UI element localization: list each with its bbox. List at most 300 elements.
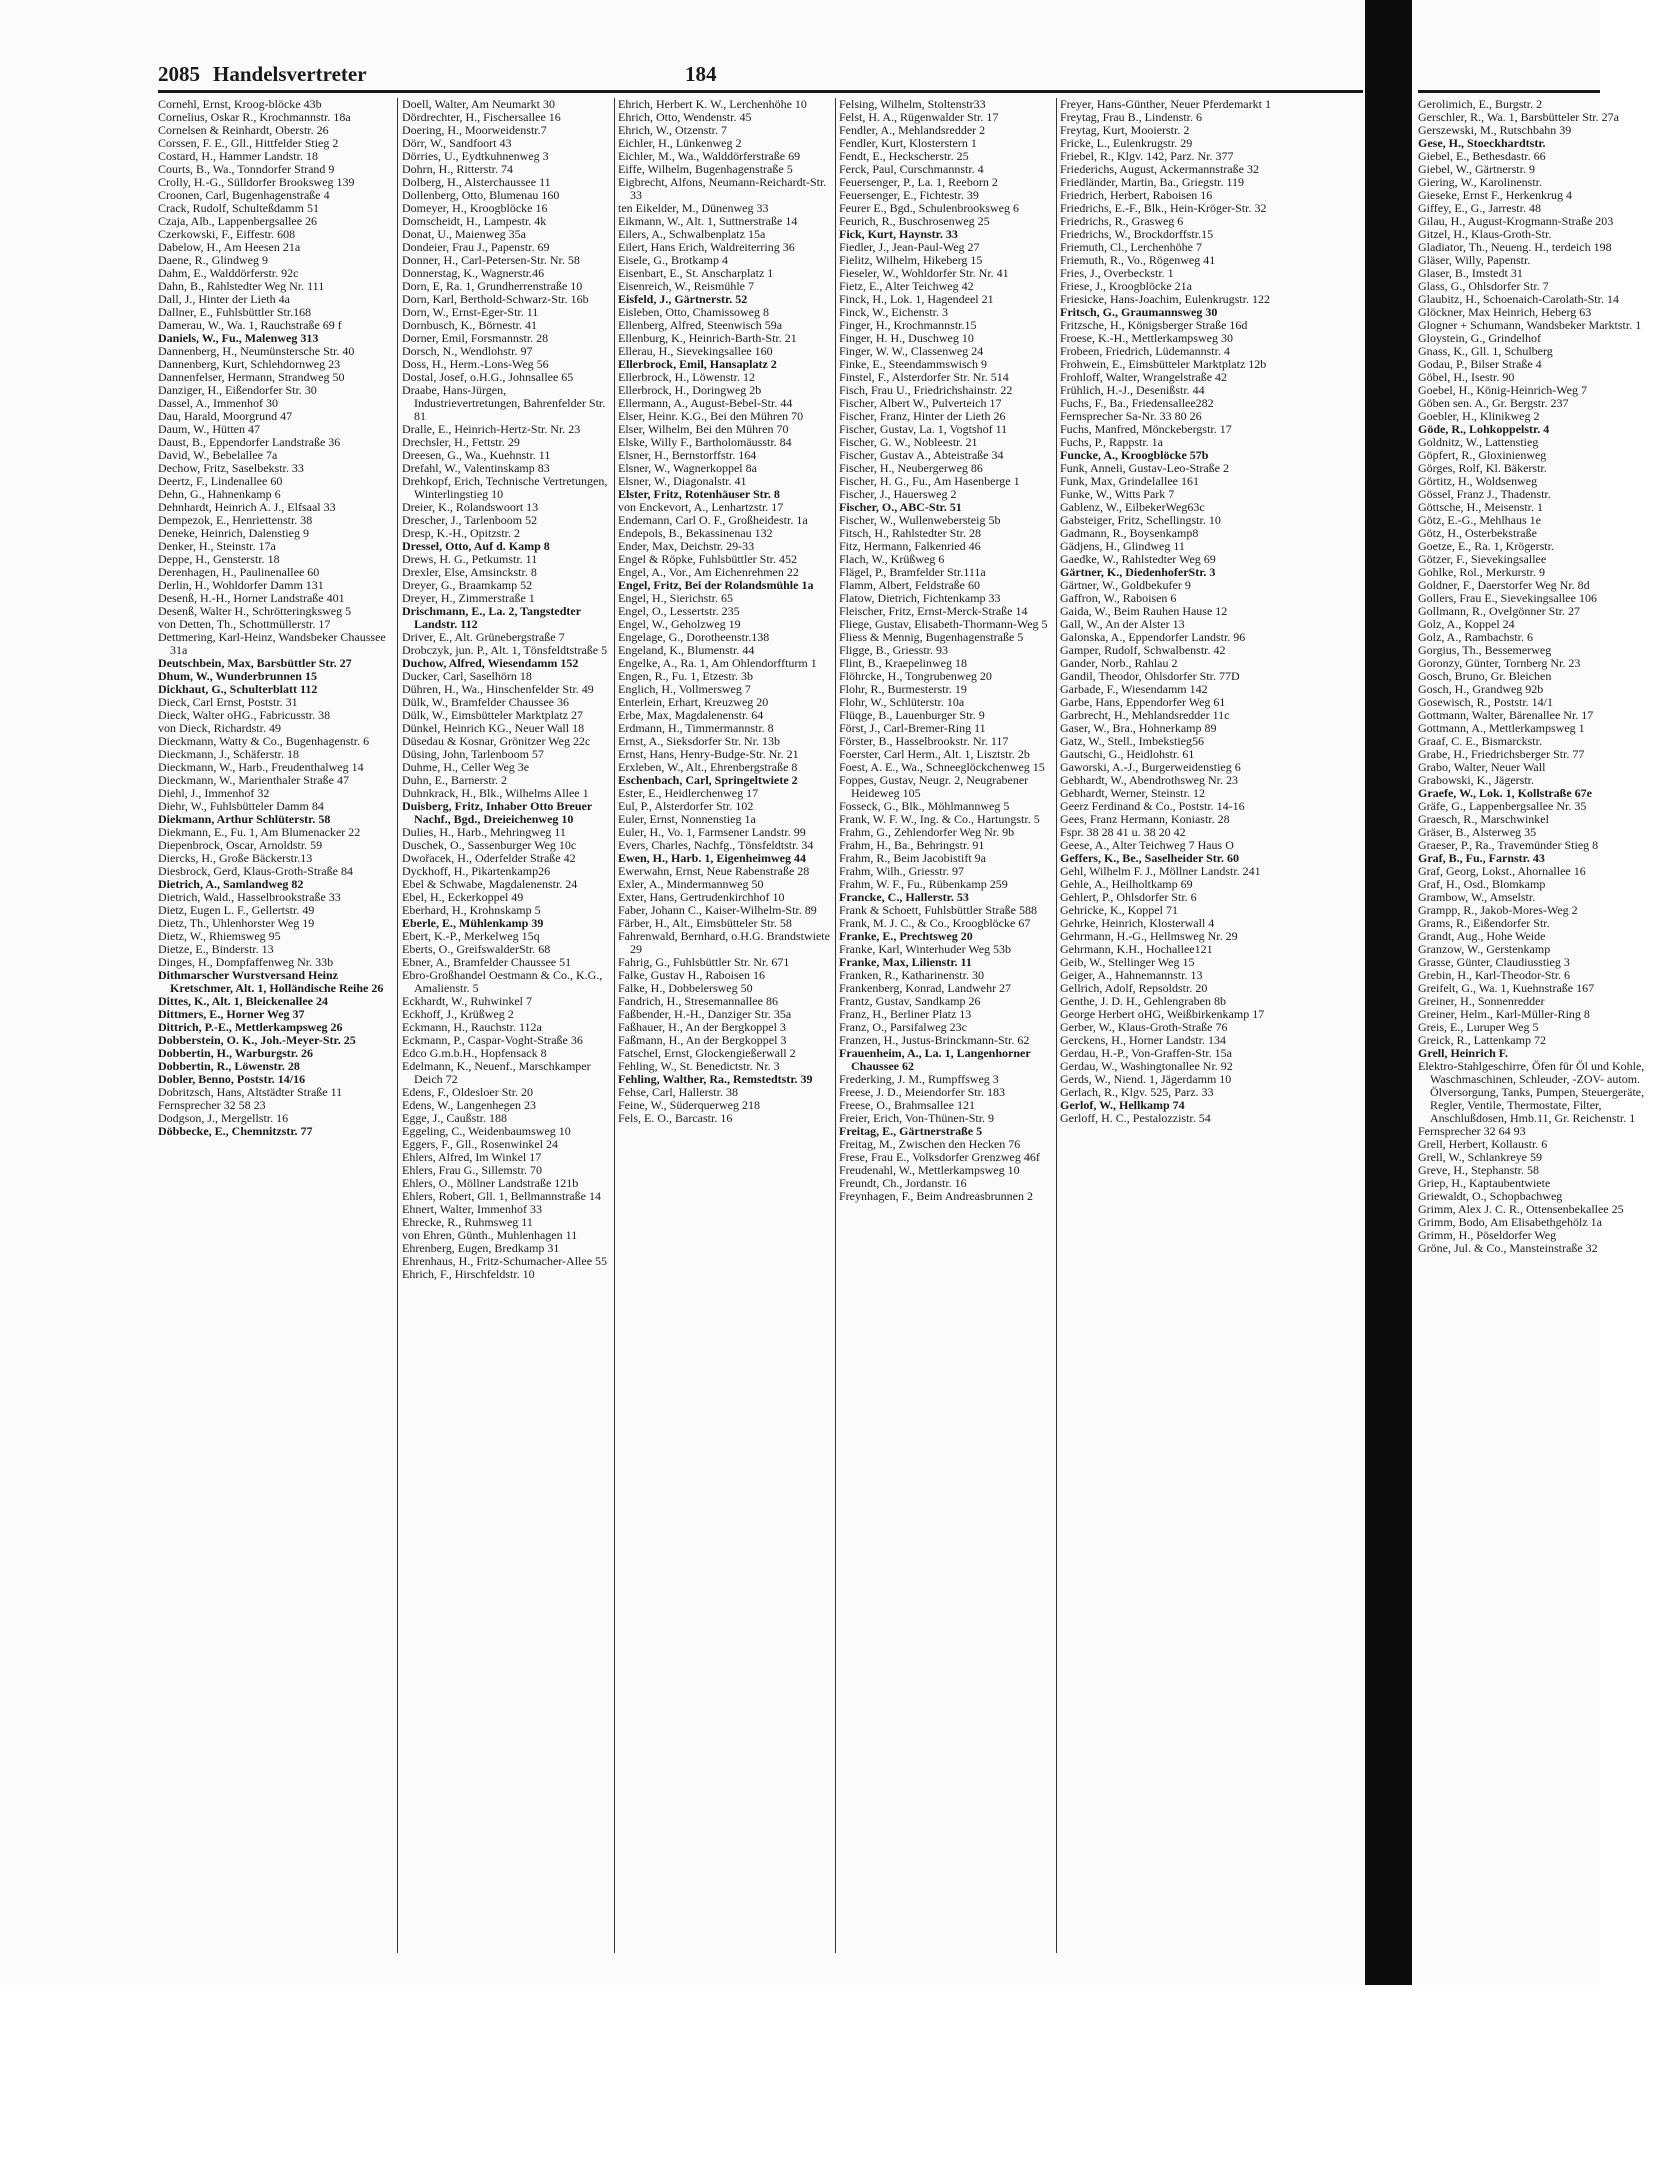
- directory-entry: Gablenz, W., EilbekerWeg63c: [1060, 500, 1205, 514]
- directory-entry: Diesbrock, Gerd, Klaus-Groth-Straße 84: [158, 864, 353, 878]
- directory-entry: Croonen, Carl, Bugenhagenstraße 4: [158, 188, 330, 202]
- directory-entry: Elsner, W., Diagonalstr. 41: [618, 474, 747, 488]
- directory-entry: Duhme, H., Celler Weg 3e: [402, 760, 530, 774]
- directory-entry: Engeland, K., Blumenstr. 44: [618, 643, 755, 657]
- directory-entry: Ehrich, W., Otzenstr. 7: [618, 123, 727, 137]
- directory-entry: von Enckevort, A., Lenhartzstr. 17: [618, 500, 784, 514]
- directory-entry: Fritzsche, H., Königsberger Straße 16d: [1060, 318, 1248, 332]
- directory-entry: Daust, B., Eppendorfer Landstraße 36: [158, 435, 341, 449]
- directory-entry: Gese, H., Stoeckhardtstr.: [1418, 136, 1546, 150]
- directory-entry: Döbbecke, E., Chemnitzstr. 77: [158, 1124, 313, 1138]
- directory-entry: Gehrmann, H.-G., Hellmsweg Nr. 29: [1060, 929, 1238, 943]
- directory-entry: Funcke, A., Kroogblöcke 57b: [1060, 448, 1209, 462]
- directory-entry: Doell, Walter, Am Neumarkt 30: [402, 97, 555, 111]
- directory-entry: Flach, W., Krüßweg 6: [839, 552, 945, 566]
- directory-entry: Grampp, R., Jakob-Mores-Weg 2: [1418, 903, 1578, 917]
- directory-entry: Duschek, O., Sassenburger Weg 10c: [402, 838, 577, 852]
- directory-entry: Freyer, Hans-Günther, Neuer Pferdemarkt 1: [1060, 97, 1271, 111]
- directory-entry: Foerster, Carl Herm., Alt. 1, Lisztstr. 2b: [839, 747, 1030, 761]
- directory-entry: Giebel, W., Gärtnerstr. 9: [1418, 162, 1535, 176]
- directory-entry: Dietz, Eugen L. F., Gellertstr. 49: [158, 903, 315, 917]
- directory-entry: Ehlers, O., Möllner Landstraße 121b: [402, 1176, 579, 1190]
- column-divider: [1056, 98, 1057, 1953]
- directory-entry: Dobritzsch, Hans, Altstädter Straße 11: [158, 1085, 343, 1099]
- directory-entry: Fleischer, Fritz, Ernst-Merck-Straße 14: [839, 604, 1028, 618]
- directory-entry: Dempezok, E., Henriettenstr. 38: [158, 513, 313, 527]
- directory-entry: Götzer, F., Sievekingsallee: [1418, 552, 1547, 566]
- directory-entry: Dülk, W., Eimsbütteler Marktplatz 27: [402, 708, 583, 722]
- directory-entry: Godau, P., Bilser Straße 4: [1418, 357, 1542, 371]
- directory-entry: Golz, A., Koppel 24: [1418, 617, 1515, 631]
- directory-entry: Fischer, J., Hauersweg 2: [839, 487, 957, 501]
- directory-entry: Fischer, O., ABC-Str. 51: [839, 500, 962, 514]
- directory-entry: Freitag, E., Gärtnerstraße 5: [839, 1124, 983, 1138]
- directory-entry: Finke, E., Steendammswisch 9: [839, 357, 987, 371]
- directory-entry: Göttsche, H., Meisenstr. 1: [1418, 500, 1543, 514]
- directory-entry: Exler, A., Mindermannweg 50: [618, 877, 764, 891]
- directory-entry: Drews, H. G., Petkumstr. 11: [402, 552, 538, 566]
- directory-entry: Goetze, E., Ra. 1, Krögerstr.: [1418, 539, 1554, 553]
- directory-entry: Duchow, Alfred, Wiesendamm 152: [402, 656, 579, 670]
- directory-entry: Eisleben, Otto, Chamissoweg 8: [618, 305, 769, 319]
- directory-entry: Frahm, W. F., Fu., Rübenkamp 259: [839, 877, 1008, 891]
- directory-entry: Giering, W., Karolinenstr.: [1418, 175, 1542, 189]
- directory-entry: Eisenbart, E., St. Anscharplatz 1: [618, 266, 774, 280]
- directory-entry: Frese, Frau E., Volksdorfer Grenzweg 46f: [839, 1150, 1040, 1164]
- directory-entry: Dietz, Th., Uhlenhorster Weg 19: [158, 916, 315, 930]
- directory-entry: Dulies, H., Harb., Mehringweg 11: [402, 825, 566, 839]
- directory-entry: Elser, Wilhelm, Bei den Mühren 70: [618, 422, 789, 436]
- directory-entry: Greis, E., Luruper Weg 5: [1418, 1020, 1539, 1034]
- directory-entry: Graf, H., Osd., Blomkamp: [1418, 877, 1546, 891]
- directory-entry: Eul, P., Alsterdorfer Str. 102: [618, 799, 754, 813]
- directory-entry: Desenß, H.-H., Horner Landstraße 401: [158, 591, 345, 605]
- directory-entry: Gladiator, Th., Neueng. H., terdeich 198: [1418, 240, 1612, 254]
- directory-entry: Freynhagen, F., Beim Andreasbrunnen 2: [839, 1189, 1034, 1203]
- directory-entry: Graeser, P., Ra., Travemünder Stieg 8: [1418, 838, 1599, 852]
- directory-entry: Frahm, Wilh., Griesstr. 97: [839, 864, 964, 878]
- directory-entry: Fendt, E., Heckscherstr. 25: [839, 149, 969, 163]
- directory-entry: Frank, W. F. W., Ing. & Co., Hartungstr. 5: [839, 812, 1040, 826]
- directory-entry: Eilert, Hans Erich, Waldreiterring 36: [618, 240, 795, 254]
- directory-entry: Funk, Anneli, Gustav-Leo-Straße 2: [1060, 461, 1229, 475]
- directory-entry: Corssen, F. E., Gll., Hittfelder Stieg 2: [158, 136, 339, 150]
- directory-entry: Daniels, W., Fu., Malenweg 313: [158, 331, 319, 345]
- directory-entry: Evers, Charles, Nachfg., Tönsfeldtstr. 34: [618, 838, 814, 852]
- directory-entry: Fischer, W., Wullenwebersteig 5b: [839, 513, 1001, 527]
- directory-entry: Dobberstein, O. K., Joh.-Meyer-Str. 25: [158, 1033, 356, 1047]
- directory-entry: Crolly, H.-G., Sülldorfer Brooksweg 139: [158, 175, 355, 189]
- directory-entry: Friemuth, R., Vo., Rögenweg 41: [1060, 253, 1216, 267]
- column-divider: [397, 98, 398, 1953]
- directory-entry: Gloystein, G., Grindelhof: [1418, 331, 1541, 345]
- directory-entry: Friebel, R., Klgv. 142, Parz. Nr. 377: [1060, 149, 1234, 163]
- header-rule: [158, 90, 1363, 93]
- directory-entry: Dithmarscher Wurstversand Heinz Kretschmer, Alt. 1, Holländische Reihe 26: [158, 968, 384, 995]
- column-divider: [614, 98, 615, 1953]
- directory-entry: Duisberg, Fritz, Inhaber Otto Breuer Nachf., Bgd., Dreieichenweg 10: [402, 799, 592, 826]
- directory-entry: Flüqge, B., Lauenburger Str. 9: [839, 708, 985, 722]
- directory-entry: Frahm, R., Beim Jacobistift 9a: [839, 851, 986, 865]
- directory-entry: Enterlein, Erhart, Kreuzweg 20: [618, 695, 769, 709]
- directory-entry: Frank, M. J. C., & Co., Kroogblöcke 67: [839, 916, 1031, 930]
- directory-entry: Frobeen, Friedrich, Lüdemannstr. 4: [1060, 344, 1230, 358]
- directory-entry: Ellermann, A., August-Bebel-Str. 44: [618, 396, 793, 410]
- directory-entry: Ehrenberg, Eugen, Bredkamp 31: [402, 1241, 560, 1255]
- directory-entry: Eichler, M., Wa., Walddörferstraße 69: [618, 149, 801, 163]
- directory-entry: Fernsprecher Sa-Nr. 33 80 26: [1060, 409, 1202, 423]
- directory-entry: Donnerstag, K., Wagnerstr.46: [402, 266, 545, 280]
- directory-entry: Frank & Schoett, Fuhlsbüttler Straße 588: [839, 903, 1037, 917]
- directory-entry: Fernsprecher 32 64 93: [1418, 1124, 1526, 1138]
- directory-entry: Grabowski, K., Jägerstr.: [1418, 773, 1534, 787]
- directory-entry: Grimm, Bodo, Am Elisabethgehölz 1a: [1418, 1215, 1602, 1229]
- directory-entry: Giffey, E., G., Jarrestr. 48: [1418, 201, 1541, 215]
- directory-entry: Dittmers, E., Horner Weg 37: [158, 1007, 305, 1021]
- directory-entry: Grabo, Walter, Neuer Wall: [1418, 760, 1546, 774]
- directory-entry: Grimm, Alex J. C. R., Ottensenbekallee 25: [1418, 1202, 1624, 1216]
- directory-entry: Czerkowski, F., Eiffestr. 608: [158, 227, 296, 241]
- directory-entry: Eisenreich, W., Reismühle 7: [618, 279, 754, 293]
- directory-entry: Dau, Harald, Moorgrund 47: [158, 409, 293, 423]
- directory-entry: Goldner, F., Daerstorfer Weg Nr. 8d: [1418, 578, 1590, 592]
- directory-entry: Gebhardt, W., Abendrothsweg Nr. 23: [1060, 773, 1238, 787]
- directory-entry: Fehling, Walther, Ra., Remstedtstr. 39: [618, 1072, 813, 1086]
- directory-entry: Gerlof, W., Hellkamp 74: [1060, 1098, 1185, 1112]
- directory-entry: Greiner, Helm., Karl-Müller-Ring 8: [1418, 1007, 1590, 1021]
- directory-entry: Ehlers, Frau G., Sillemstr. 70: [402, 1163, 542, 1177]
- directory-entry: Ehrich, F., Hirschfeldstr. 10: [402, 1267, 535, 1281]
- directory-entry: Gädjens, H., Glindweg 11: [1060, 539, 1185, 553]
- directory-entry: Grell, W., Schlankreye 59: [1418, 1150, 1542, 1164]
- directory-entry: Freese, J. D., Meiendorfer Str. 183: [839, 1085, 1005, 1099]
- directory-entry: Elsner, H., Bernstorffstr. 164: [618, 448, 757, 462]
- directory-entry: Gabsteiger, Fritz, Schellingstr. 10: [1060, 513, 1221, 527]
- directory-entry: Fspr. 38 28 41 u. 38 20 42: [1060, 825, 1186, 839]
- directory-entry: Cornelsen & Reinhardt, Oberstr. 26: [158, 123, 329, 137]
- directory-entry: Diehr, W., Fuhlsbütteler Damm 84: [158, 799, 324, 813]
- directory-entry: Friedrich, Herbert, Raboisen 16: [1060, 188, 1213, 202]
- directory-entry: Dralle, E., Heinrich-Hertz-Str. Nr. 23: [402, 422, 581, 436]
- directory-entry: Gorgius, Th., Bessemerweg: [1418, 643, 1552, 657]
- directory-entry: Flägel, P., Bramfelder Str.111a: [839, 565, 986, 579]
- directory-entry: Fosseck, G., Blk., Möhlmannweg 5: [839, 799, 1010, 813]
- directory-entry: Czaja, Alb., Lappenbergsallee 26: [158, 214, 318, 228]
- directory-entry: Elske, Willy F., Bartholomäusstr. 84: [618, 435, 792, 449]
- directory-entry: Dörries, U., Eydtkuhnenweg 3: [402, 149, 549, 163]
- directory-entry: Flöhrcke, H., Tongrubenweg 20: [839, 669, 992, 683]
- directory-entry: Edens, W., Langenhegen 23: [402, 1098, 536, 1112]
- directory-entry: Engelage, G., Dorotheenstr.138: [618, 630, 770, 644]
- directory-entry: Fligge, B., Griesstr. 93: [839, 643, 949, 657]
- directory-entry: Ehrich, Otto, Wendenstr. 45: [618, 110, 752, 124]
- directory-entry: Ebert, K.-P., Merkelweg 15q: [402, 929, 540, 943]
- directory-entry: Görtitz, H., Woldsenweg: [1418, 474, 1538, 488]
- directory-entry: Dobbertin, R., Löwenstr. 28: [158, 1059, 300, 1073]
- directory-entry: Engel & Röpke, Fuhlsbüttler Str. 452: [618, 552, 797, 566]
- directory-entry: Crack, Rudolf, Schulteßdamm 51: [158, 201, 319, 215]
- directory-entry: Flint, B., Kraepelinweg 18: [839, 656, 967, 670]
- directory-entry: Grimm, H., Pöseldorfer Weg: [1418, 1228, 1557, 1242]
- directory-entry: Ebel & Schwabe, Magdalenenstr. 24: [402, 877, 578, 891]
- directory-entry: Franz, O., Parsifalweg 23c: [839, 1020, 967, 1034]
- directory-entry: Dannenberg, H., Neumünstersche Str. 40: [158, 344, 355, 358]
- directory-entry: Fielitz, Wilhelm, Hikeberg 15: [839, 253, 983, 267]
- directory-entry: Fick, Kurt, Haynstr. 33: [839, 227, 958, 241]
- directory-entry: Dieckmann, J., Schäferstr. 18: [158, 747, 299, 761]
- directory-entry: Fischer, H., Neubergerweg 86: [839, 461, 983, 475]
- directory-entry: Engen, R., Fu. 1, Etzestr. 3b: [618, 669, 753, 683]
- directory-entry: Eisfeld, J., Gärtnerstr. 52: [618, 292, 748, 306]
- directory-entry: Fernsprecher 32 58 23: [158, 1098, 266, 1112]
- directory-entry: Diehl, J., Immenhof 32: [158, 786, 270, 800]
- directory-entry: Denker, H., Steinstr. 17a: [158, 539, 276, 553]
- directory-entry: Gollers, Frau E., Sievekingsallee 106: [1418, 591, 1597, 605]
- directory-entry: Gebhardt, Werner, Steinstr. 12: [1060, 786, 1205, 800]
- directory-entry: Elser, Heinr. K.G., Bei den Mühren 70: [618, 409, 804, 423]
- directory-entry: Gerlach, R., Klgv. 525, Parz. 33: [1060, 1085, 1214, 1099]
- directory-entry: Graefe, W., Lok. 1, Kollstraße 67e: [1418, 786, 1592, 800]
- directory-entry: Damerau, W., Wa. 1, Rauchstraße 69 f: [158, 318, 342, 332]
- directory-entry: Dwořacek, H., Oderfelder Straße 42: [402, 851, 576, 865]
- directory-entry: Graesch, R., Marschwinkel: [1418, 812, 1549, 826]
- directory-entry: Fandrich, H., Stresemannallee 86: [618, 994, 778, 1008]
- directory-entry: Grell, Herbert, Kollaustr. 6: [1418, 1137, 1548, 1151]
- directory-entry: Dietze, E., Binderstr. 13: [158, 942, 274, 956]
- directory-entry: Friedländer, Martin, Ba., Griegstr. 119: [1060, 175, 1245, 189]
- directory-entry: Egge, J., Caußstr. 188: [402, 1111, 507, 1125]
- directory-entry: Granzow, W., Gerstenkamp: [1418, 942, 1551, 956]
- directory-entry: Dohrn, H., Ritterstr. 74: [402, 162, 513, 176]
- directory-entry: Gröne, Jul. & Co., Mansteinstraße 32: [1418, 1241, 1598, 1255]
- directory-entry: Dieck, Carl Ernst, Poststr. 31: [158, 695, 298, 709]
- directory-entry: Gehl, Wilhelm F. J., Möllner Landstr. 241: [1060, 864, 1261, 878]
- directory-entry: Frohwein, E., Eimsbütteler Marktplatz 12b: [1060, 357, 1267, 371]
- directory-entry: Goldnitz, W., Lattenstieg: [1418, 435, 1539, 449]
- directory-entry: Fisch, Frau U., Friedrichshainstr. 22: [839, 383, 1013, 397]
- directory-entry: Gerloff, H. C., Pestalozzistr. 54: [1060, 1111, 1211, 1125]
- directory-entry: Dornbusch, K., Börnestr. 41: [402, 318, 537, 332]
- directory-entry: Dahm, E., Walddörferstr. 92c: [158, 266, 299, 280]
- directory-entry: Engel, W., Geholzweg 19: [618, 617, 741, 631]
- directory-entry: Grandt, Aug., Hohe Weide: [1418, 929, 1546, 943]
- directory-entry: Fuchs, F., Ba., Friedensallee282: [1060, 396, 1214, 410]
- directory-entry: Gehle, A., Heilholtkamp 69: [1060, 877, 1193, 891]
- directory-entry: Ewerwahn, Ernst, Neue Rabenstraße 28: [618, 864, 810, 878]
- directory-entry: Eckhoff, J., Krüßweg 2: [402, 1007, 514, 1021]
- directory-entry: Dreier, K., Rolandswoort 13: [402, 500, 539, 514]
- directory-entry: Greifelt, G., Wa. 1, Kuehnstraße 167: [1418, 981, 1595, 995]
- directory-entry: Ehlers, Alfred, Im Winkel 17: [402, 1150, 542, 1164]
- directory-entry: Fischer, Gustav A., Abteistraße 34: [839, 448, 1004, 462]
- directory-entry: Frahm, H., Ba., Behringstr. 91: [839, 838, 985, 852]
- directory-entry: Garbade, F., Wiesendamm 142: [1060, 682, 1208, 696]
- directory-entry: Gerschler, R., Wa. 1, Barsbütteler Str. 27a: [1418, 110, 1619, 124]
- facing-directory-column: [1418, 98, 1658, 1978]
- directory-entry: Ellenberg, Alfred, Steenwisch 59a: [618, 318, 783, 332]
- directory-entry: Doss, H., Herm.-Lons-Weg 56: [402, 357, 549, 371]
- directory-entry: Faßbender, H.-H., Danziger Str. 35a: [618, 1007, 792, 1021]
- directory-entry: Geiger, A., Hahnemannstr. 13: [1060, 968, 1203, 982]
- directory-entry: von Detten, Th., Schottmüllerstr. 17: [158, 617, 331, 631]
- directory-entry: Deutschbein, Max, Barsbüttler Str. 27: [158, 656, 352, 670]
- directory-entry: Cornehl, Ernst, Kroog-blöcke 43b: [158, 97, 322, 111]
- directory-column-3: [618, 98, 832, 1978]
- directory-entry: Gaida, W., Beim Rauhen Hause 12: [1060, 604, 1228, 618]
- directory-entry: Euler, H., Vo. 1, Farmsener Landstr. 99: [618, 825, 806, 839]
- directory-entry: Göbel, H., Isestr. 90: [1418, 370, 1515, 384]
- directory-entry: Dabelow, H., Am Heesen 21a: [158, 240, 301, 254]
- directory-entry: Foest, A. E., Wa., Schneeglöckchenweg 15: [839, 760, 1045, 774]
- directory-entry: Engel, H., Sierichstr. 65: [618, 591, 733, 605]
- directory-entry: Endemann, Carl O. F., Großheidestr. 1a: [618, 513, 808, 527]
- directory-entry: Fendler, Kurt, Klosterstern 1: [839, 136, 977, 150]
- directory-entry: Galonska, A., Eppendorfer Landstr. 96: [1060, 630, 1246, 644]
- directory-entry: Funk, Max, Grindelallee 161: [1060, 474, 1199, 488]
- directory-entry: Donner, H., Carl-Petersen-Str. Nr. 58: [402, 253, 580, 267]
- directory-entry: Gräser, B., Alsterweg 35: [1418, 825, 1537, 839]
- directory-entry: Ellerbrock, Emil, Hansaplatz 2: [618, 357, 777, 371]
- directory-entry: Ehnert, Walter, Immenhof 33: [402, 1202, 542, 1216]
- directory-entry: Eggers, F., Gll., Rosenwinkel 24: [402, 1137, 559, 1151]
- directory-entry: Franz, H., Berliner Platz 13: [839, 1007, 972, 1021]
- directory-entry: Dieckmann, Watty & Co., Bugenhagenstr. 6: [158, 734, 370, 748]
- directory-entry: Diepenbrock, Oscar, Arnoldstr. 59: [158, 838, 323, 852]
- directory-entry: Dietrich, Wald., Hasselbrookstraße 33: [158, 890, 341, 904]
- directory-entry: Freytag, Kurt, Mooierstr. 2: [1060, 123, 1190, 137]
- directory-entry: Grambow, W., Amselstr.: [1418, 890, 1536, 904]
- directory-column-5: [1060, 98, 1280, 1978]
- directory-entry: Eilers, A., Schwalbenplatz 15a: [618, 227, 766, 241]
- facing-header-rule: [1418, 90, 1600, 93]
- directory-entry: Dondeier, Frau J., Papenstr. 69: [402, 240, 550, 254]
- directory-entry: Daene, R., Glindweg 9: [158, 253, 268, 267]
- directory-entry: Grams, R., Eißendorfer Str.: [1418, 916, 1550, 930]
- scan-margin: [0, 1985, 1600, 2177]
- directory-entry: von Ehren, Günth., Muhlenhagen 11: [402, 1228, 578, 1242]
- directory-entry: Geib, W., Stellinger Weg 15: [1060, 955, 1195, 969]
- page-number-left: 2085: [158, 62, 200, 86]
- directory-entry: Fehse, Carl, Hallerstr. 38: [618, 1085, 738, 1099]
- directory-entry: Grebin, H., Karl-Theodor-Str. 6: [1418, 968, 1571, 982]
- directory-entry: Ehrecke, R., Ruhmsweg 11: [402, 1215, 533, 1229]
- directory-entry: Gräfe, G., Lappenbergsallee Nr. 35: [1418, 799, 1587, 813]
- directory-entry: Fendler, A., Mehlandsredder 2: [839, 123, 986, 137]
- directory-entry: Götz, H., Osterbekstraße: [1418, 526, 1537, 540]
- directory-entry: Gosch, Bruno, Gr. Bleichen: [1418, 669, 1552, 683]
- directory-entry: Fischer, Franz, Hinter der Lieth 26: [839, 409, 1006, 423]
- directory-entry: Fiedler, J., Jean-Paul-Weg 27: [839, 240, 980, 254]
- directory-entry: Grasse, Günter, Claudiusstieg 3: [1418, 955, 1570, 969]
- directory-entry: Derenhagen, H., Paulinenallee 60: [158, 565, 320, 579]
- directory-entry: Gottmann, A., Mettlerkampsweg 1: [1418, 721, 1585, 735]
- directory-entry: Görges, Rolf, Kl. Bäkerstr.: [1418, 461, 1547, 475]
- directory-entry: Gössel, Franz J., Thadenstr.: [1418, 487, 1551, 501]
- directory-entry: Gerdau, H.-P., Von-Graffen-Str. 15a: [1060, 1046, 1232, 1060]
- directory-entry: Geerz Ferdinand & Co., Poststr. 14-16: [1060, 799, 1245, 813]
- directory-entry: Goronzy, Günter, Tornberg Nr. 23: [1418, 656, 1581, 670]
- directory-entry: Feuersenger, E., Fichtestr. 39: [839, 188, 979, 202]
- directory-entry: Dieckmann, W., Marienthaler Straße 47: [158, 773, 349, 787]
- directory-entry: Frankenberg, Konrad, Landwehr 27: [839, 981, 1012, 995]
- directory-entry: Gieseke, Ernst F., Herkenkrug 4: [1418, 188, 1573, 202]
- directory-entry: Fatschel, Ernst, Glockengießerwall 2: [618, 1046, 796, 1060]
- directory-entry: Fietz, E., Alter Teichweg 42: [839, 279, 974, 293]
- directory-entry: Ebro-Großhandel Oestmann & Co., K.G., Amalienstr. 5: [402, 968, 603, 995]
- directory-entry: Fieseler, W., Wohldorfer Str. Nr. 41: [839, 266, 1009, 280]
- directory-entry: Freytag, Frau B., Lindenstr. 6: [1060, 110, 1202, 124]
- directory-entry: Ellerbrock, H., Doringweg 2b: [618, 383, 762, 397]
- directory-entry: Gottmann, Walter, Bärenallee Nr. 17: [1418, 708, 1594, 722]
- directory-entry: Dhum, W., Wunderbrunnen 15: [158, 669, 317, 683]
- directory-entry: Gläser, Willy, Papenstr.: [1418, 253, 1531, 267]
- directory-entry: Friemuth, Cl., Lerchenhöhe 7: [1060, 240, 1202, 254]
- directory-entry: Gehlert, P., Ohlsdorfer Str. 6: [1060, 890, 1197, 904]
- directory-entry: Gohlke, Rol., Merkurstr. 9: [1418, 565, 1545, 579]
- directory-entry: Dyckhoff, H., Pikartenkamp26: [402, 864, 551, 878]
- directory-entry: Driver, E., Alt. Grünebergstraße 7: [402, 630, 565, 644]
- directory-entry: Friederichs, August, Ackermannstraße 32: [1060, 162, 1259, 176]
- directory-entry: Duhnkrack, H., Blk., Wilhelms Allee 1: [402, 786, 589, 800]
- directory-entry: Gamper, Rudolf, Schwalbenstr. 42: [1060, 643, 1226, 657]
- directory-entry: Feine, W., Süderquerweg 218: [618, 1098, 760, 1112]
- directory-entry: Dörr, W., Sandfoort 43: [402, 136, 512, 150]
- page-title: Handelsvertreter: [213, 62, 367, 86]
- directory-entry: Domscheidt, H., Lampestr. 4k: [402, 214, 547, 228]
- directory-entry: Falke, Gustav H., Raboisen 16: [618, 968, 765, 982]
- directory-entry: Glaubitz, H., Schoenaich-Carolath-Str. 14: [1418, 292, 1619, 306]
- directory-entry: Dassel, A., Immenhof 30: [158, 396, 278, 410]
- directory-entry: Dechow, Fritz, Saselbekstr. 33: [158, 461, 304, 475]
- directory-entry: Drischmann, E., La. 2, Tangstedter Landstr. 112: [402, 604, 581, 631]
- directory-entry: Drefahl, W., Valentinskamp 83: [402, 461, 550, 475]
- directory-entry: Gosewisch, R., Poststr. 14/1: [1418, 695, 1554, 709]
- directory-entry: Gander, Norb., Rahlau 2: [1060, 656, 1178, 670]
- directory-entry: Elster, Fritz, Rotenhäuser Str. 8: [618, 487, 780, 501]
- directory-entry: Freundt, Ch., Jordanstr. 16: [839, 1176, 967, 1190]
- directory-entry: Edco G.m.b.H., Hopfensack 8: [402, 1046, 547, 1060]
- directory-entry: Ellerau, H., Sievekingsallee 160: [618, 344, 773, 358]
- directory-entry: Dorner, Emil, Forsmannstr. 28: [402, 331, 549, 345]
- directory-entry: Flohr, W., Schlüterstr. 10a: [839, 695, 965, 709]
- directory-entry: Faßhauer, H., An der Bergkoppel 3: [618, 1020, 786, 1034]
- directory-entry: Freitag, M., Zwischen den Hecken 76: [839, 1137, 1021, 1151]
- directory-entry: Franke, Karl, Winterhuder Weg 53b: [839, 942, 1012, 956]
- directory-entry: Euler, Ernst, Nonnenstieg 1a: [618, 812, 756, 826]
- directory-entry: Finstel, F., Alsterdorfer Str. Nr. 514: [839, 370, 1009, 384]
- directory-entry: Deertz, F., Lindenallee 60: [158, 474, 283, 488]
- directory-entry: Dobbertin, H., Warburgstr. 26: [158, 1046, 314, 1060]
- directory-entry: Dülk, W., Bramfelder Chaussee 36: [402, 695, 569, 709]
- directory-entry: Englich, H., Vollmersweg 7: [618, 682, 751, 696]
- directory-entry: Frauenheim, A., La. 1, Langenhorner Chaussee 62: [839, 1046, 1031, 1073]
- directory-entry: Dittrich, P.-E., Mettlerkampsweg 26: [158, 1020, 343, 1034]
- directory-entry: Friesicke, Hans-Joachim, Eulenkrugstr. 122: [1060, 292, 1270, 306]
- directory-entry: Fitz, Hermann, Falkenried 46: [839, 539, 981, 553]
- directory-entry: George Herbert oHG, Weißbirkenkamp 17: [1060, 1007, 1265, 1021]
- directory-entry: Frohloff, Walter, Wrangelstraße 42: [1060, 370, 1228, 384]
- directory-entry: Felst, H. A., Rügenwalder Str. 17: [839, 110, 999, 124]
- directory-entry: Flamm, Albert, Feldstraße 60: [839, 578, 980, 592]
- directory-entry: Drehkopf, Erich, Technische Vertretungen, Winterlingstieg 10: [402, 474, 608, 501]
- directory-entry: Francke, C., Hallerstr. 53: [839, 890, 969, 904]
- directory-entry: Gärtner, W., Goldbekufer 9: [1060, 578, 1191, 592]
- directory-entry: Drechsler, H., Fettstr. 29: [402, 435, 520, 449]
- directory-entry: Dinges, H., Dompfaffenweg Nr. 33b: [158, 955, 334, 969]
- directory-entry: Gerolimich, E., Burgstr. 2: [1418, 97, 1543, 111]
- directory-entry: Ernst, A., Sieksdorfer Str. Nr. 13b: [618, 734, 780, 748]
- directory-entry: Dettmering, Karl-Heinz, Wandsbeker Chaussee 31a: [158, 630, 386, 657]
